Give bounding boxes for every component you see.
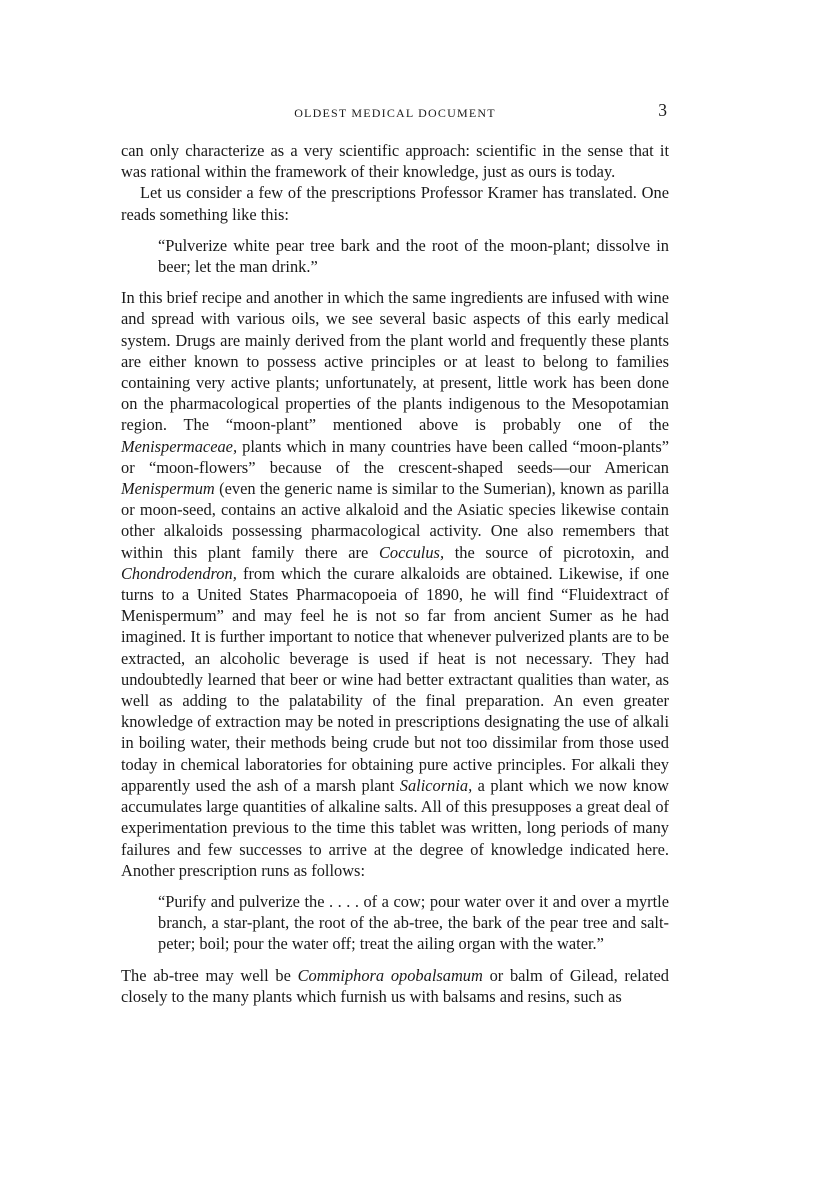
italic-term-salicornia: Salicornia, [399,775,473,795]
text-run: plants which in many countries have been called “moon-plants” or “moon-flowers” because of the crescent-shaped seeds—our American [121,436,669,477]
text-run: the source of picrotoxin, and [444,542,670,562]
text-run: from which the curare alkaloids are obtained. Likewise, if one turns to a United States Pharmacopoeia of 1890, he will find “Fluidextract of Menispermum” and may feel he is not so far from ancient Sumer as he had imagined. It is further important to notice that whenever pulverized plants are to be extracted, an alcoholic beverage is used if heat is not necessary. They had undoubtedly learned that beer or wine had better extractant qualities than water, as well as adding to the palatability of the final preparation. An even greater knowledge of extraction may be noted in prescriptions designating the use of alkali in boiling water, their methods being crude but not too dissimilar from those used today in chemical laboratories for obtaining pure active principles. For alkali they apparently used the ash of a marsh plant [121,563,669,795]
text-run: a plant which we now know accumulates large quantities of alkaline salts. All of this presupposes a great deal of experimentation previous to the time this tablet was written, long periods of many failures and few successes to arrive at the degree of knowledge indicated here. Another prescription runs as follows: [121,775,669,880]
italic-term-commiphora: Commiphora opobalsamum [297,965,483,985]
quote-prescription-1: “Pulverize white pear tree bark and the root of the moon-plant; dissolve in beer; let the man drink.” [158,235,669,277]
italic-term-menispermaceae: Menispermaceae, [121,436,238,456]
paragraph-intro: Let us consider a few of the prescriptions Professor Kramer has translated. One reads something like this: [121,183,669,224]
page-number: 3 [658,100,667,120]
document-page [121,100,669,1007]
paragraph-analysis [121,287,669,881]
running-head [121,100,669,126]
text-run: or balm of Gilead, related closely to the many plants which furnish us with balsams and resins, such as [121,965,669,1006]
quote-prescription-2: “Purify and pulverize the . . . . of a cow; pour water over it and over a myrtle branch, a star-plant, the root of the ab-tree, the bark of the pear tree and salt-peter; boil; pour the water off; treat the ailing organ with the water.” [158,891,669,954]
text-run: The ab-tree may well be [121,965,298,985]
paragraph-ab-tree [121,965,669,1007]
italic-term-menispermum: Menispermum [121,479,215,499]
text-run: (even the generic name is similar to the Sumerian), known as parilla or moon-seed, contains an active alkaloid and the Asiatic species likewise contain other alkaloids possessing pharmacological activity. One also remembers that within this plant family there are [121,479,669,562]
text-run: In this brief recipe and another in which the same ingredients are infused with wine and spread with various oils, we see several basic aspects of this early medical system. Drugs are mainly derived from the plant world and frequently these plants are either known to possess active principles or at least to belong to families containing very active plants; unfortunately, at present, little work has been done on the pharmacological properties of the plants indigenous to the Mesopotamian region. The “moon-plant” mentioned above is probably one of the [121,288,669,435]
italic-term-chondrodendron: Chondrodendron, [121,563,237,583]
running-title: OLDEST MEDICAL DOCUMENT [294,106,496,120]
paragraph-continuation: can only characterize as a very scientific approach: scientific in the sense that it was rational within the framework of their knowledge, just as ours is today. [121,141,669,182]
italic-term-cocculus: Cocculus, [378,542,445,562]
